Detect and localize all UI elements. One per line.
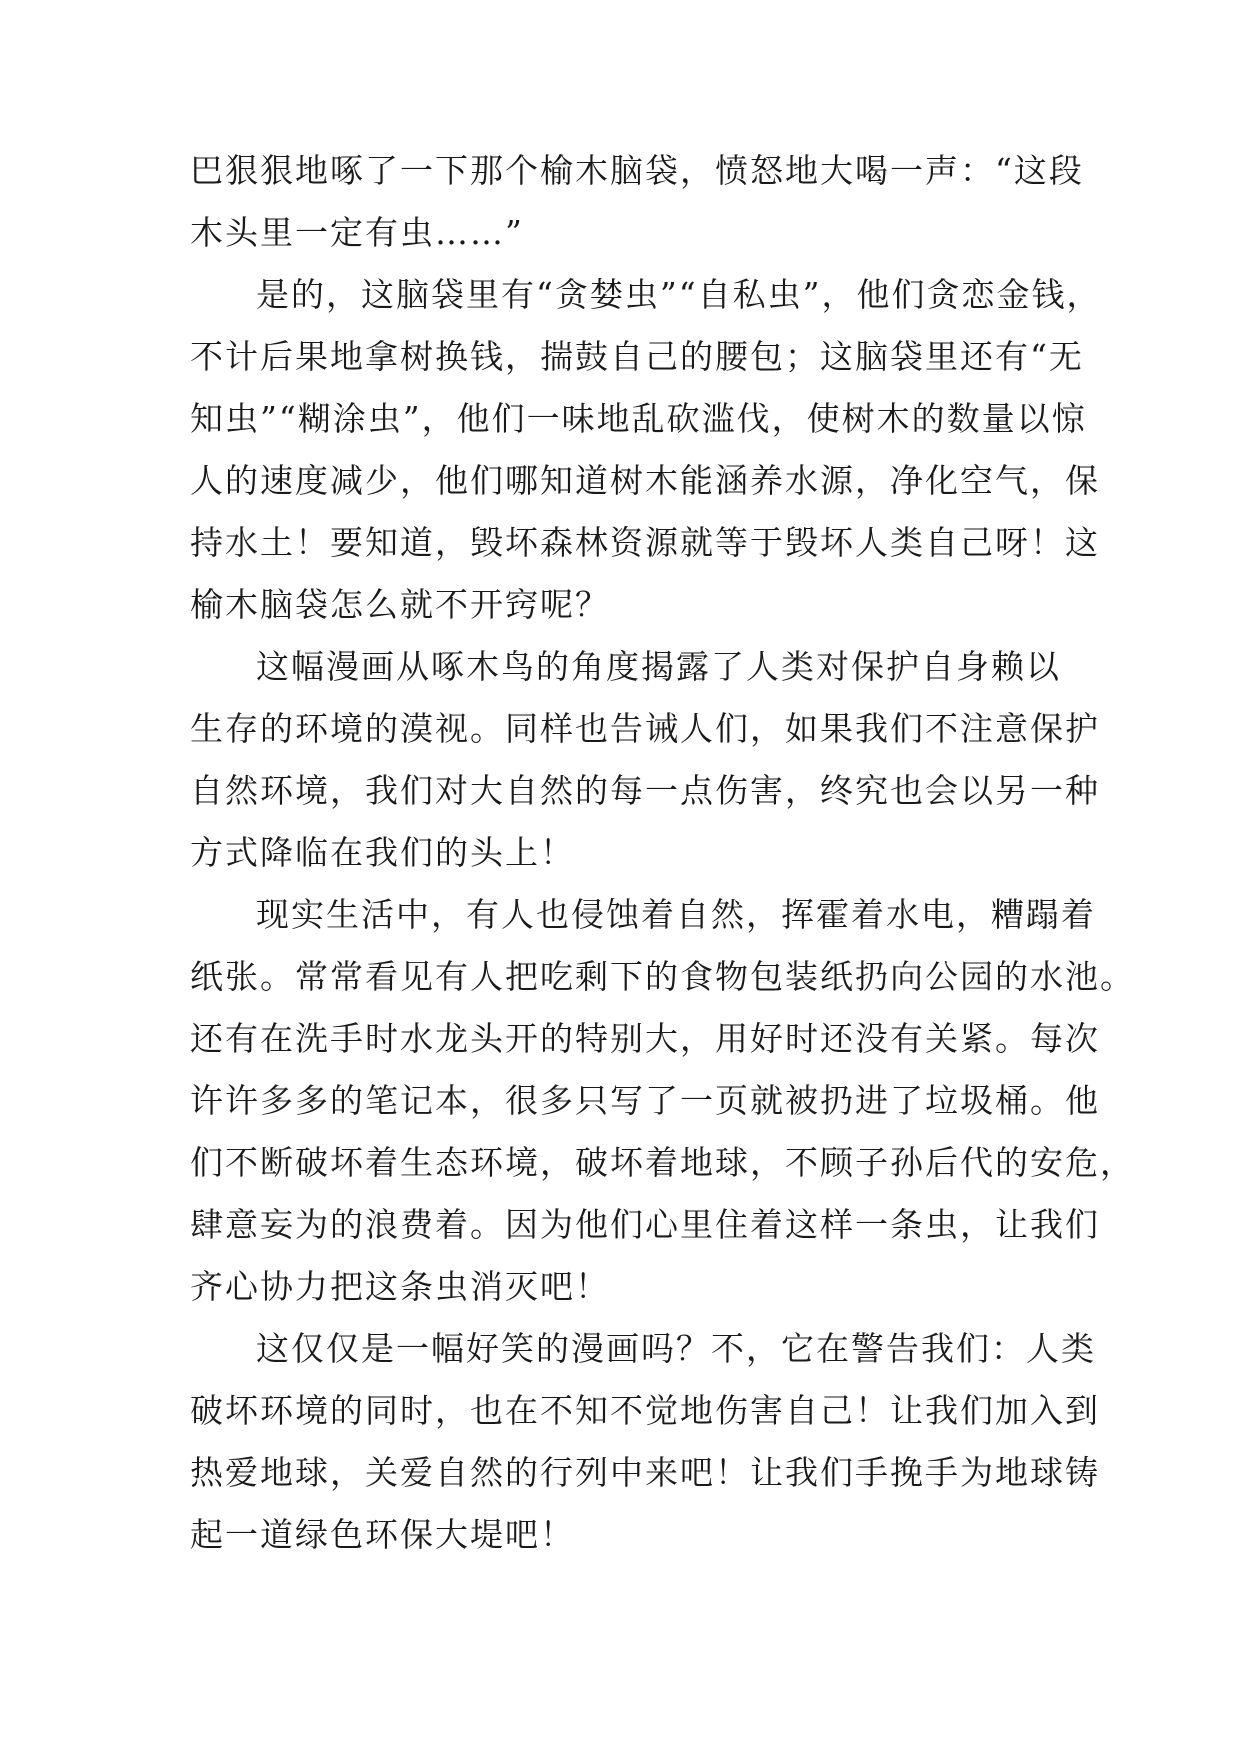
paragraph-1 bbox=[190, 140, 1084, 264]
paragraph-2 bbox=[190, 264, 1102, 636]
text-line: 现实生活中，有人也侵蚀着自然，挥霍着水电，糟蹋着 bbox=[256, 895, 1096, 934]
text-line: 齐心协力把这条虫消灭吧！ bbox=[190, 1267, 610, 1306]
text-line: 这仅仅是一幅好笑的漫画吗？不，它在警告我们：人类 bbox=[256, 1329, 1096, 1368]
text-line: 人的速度减少，他们哪知道树木能涵养水源，净化空气，保 bbox=[190, 461, 1100, 500]
text-line: 这幅漫画从啄木鸟的角度揭露了人类对保护自身赖以 bbox=[256, 647, 1061, 686]
text-line: 持水土！要知道，毁坏森林资源就等于毁坏人类自己呀！这 bbox=[190, 523, 1100, 562]
text-line: 是的，这脑袋里有“贪婪虫”“自私虫”，他们贪恋金钱， bbox=[256, 275, 1102, 314]
text-line: 不计后果地拿树换钱，揣鼓自己的腰包；这脑袋里还有“无 bbox=[190, 337, 1084, 376]
text-line: 肆意妄为的浪费着。因为他们心里住着这样一条虫，让我们 bbox=[190, 1205, 1100, 1244]
text-line: 许许多多的笔记本，很多只写了一页就被扔进了垃圾桶。他 bbox=[190, 1081, 1100, 1120]
text-line: 巴狠狠地啄了一下那个榆木脑袋，愤怒地大喝一声：“这段 bbox=[190, 151, 1084, 190]
text-line: 热爱地球，关爱自然的行列中来吧！让我们手挽手为地球铸 bbox=[190, 1453, 1100, 1492]
paragraph-4 bbox=[190, 884, 1135, 1318]
paragraph-5 bbox=[190, 1318, 1100, 1566]
text-line: 方式降临在我们的头上！ bbox=[190, 833, 575, 872]
text-line: 木头里一定有虫……” bbox=[190, 213, 524, 252]
text-line: 知虫”“糊涂虫”，他们一味地乱砍滥伐，使树木的数量以惊 bbox=[190, 399, 1087, 438]
text-line: 起一道绿色环保大堤吧！ bbox=[190, 1515, 575, 1554]
document-body bbox=[190, 140, 1135, 1566]
text-line: 还有在洗手时水龙头开的特别大，用好时还没有关紧。每次 bbox=[190, 1019, 1100, 1058]
text-line: 纸张。常常看见有人把吃剩下的食物包装纸扔向公园的水池。 bbox=[190, 957, 1135, 996]
text-line: 生存的环境的漠视。同样也告诫人们，如果我们不注意保护 bbox=[190, 709, 1100, 748]
text-line: 们不断破坏着生态环境，破坏着地球，不顾子孙后代的安危， bbox=[190, 1143, 1135, 1182]
text-line: 自然环境，我们对大自然的每一点伤害，终究也会以另一种 bbox=[190, 771, 1100, 810]
paragraph-3 bbox=[190, 636, 1100, 884]
text-line: 破坏环境的同时，也在不知不觉地伤害自己！让我们加入到 bbox=[190, 1391, 1100, 1430]
text-line: 榆木脑袋怎么就不开窍呢？ bbox=[190, 585, 610, 624]
